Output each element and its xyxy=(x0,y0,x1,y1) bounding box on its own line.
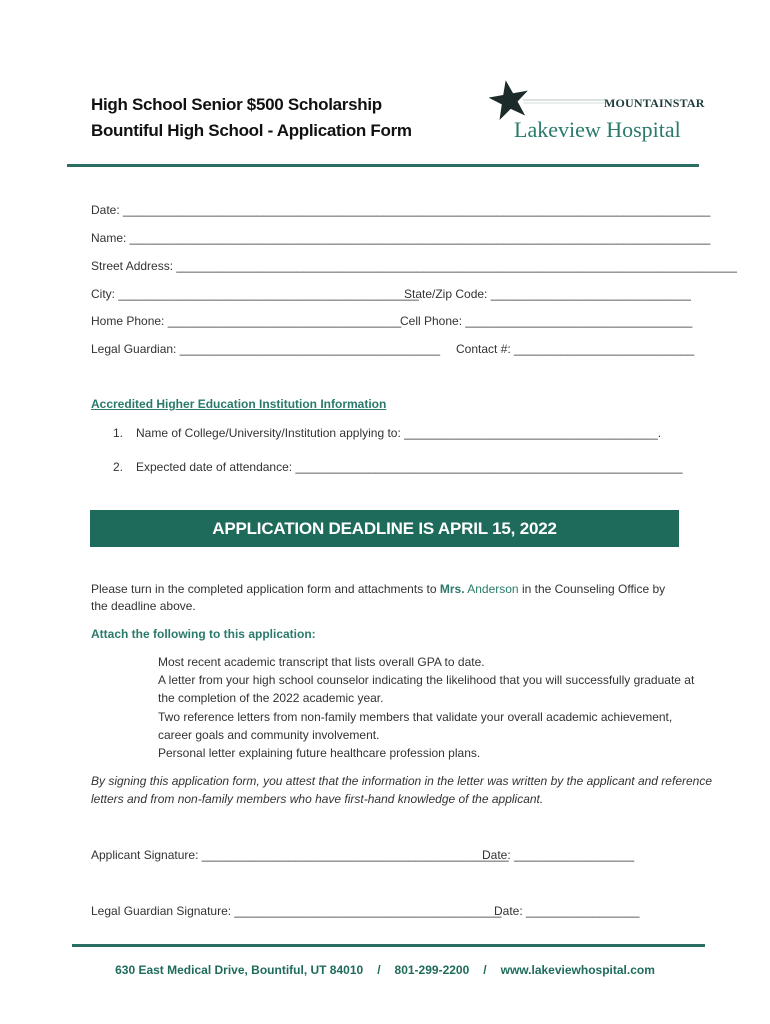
instructions-text: in the Counseling Office by xyxy=(518,582,666,596)
guardian-signature-field[interactable]: Legal Guardian Signature: ________________________________________ xyxy=(91,904,502,918)
instructions-line1 xyxy=(91,582,665,596)
attestation-line2: letters and from non-family members who have first-hand knowledge of the applicant. xyxy=(91,792,544,806)
form-title-line2: Bountiful High School - Application Form xyxy=(91,121,412,140)
street-address-field[interactable]: Street Address: ____________________________________________________________________________________ xyxy=(91,259,737,273)
counselor-name: Anderson xyxy=(464,582,519,596)
footer-address: 630 East Medical Drive, Bountiful, UT 84010 xyxy=(115,963,364,977)
institution-name-field[interactable]: Name of College/University/Institution applying to: ______________________________________. xyxy=(136,426,662,440)
footer xyxy=(0,963,770,977)
city-field[interactable]: City: _____________________________________________ xyxy=(91,287,419,301)
list-number: 2. xyxy=(113,460,124,474)
institution-section-heading: Accredited Higher Education Institution Information xyxy=(91,397,387,411)
date-field[interactable]: Date: ________________________________________________________________________________________ xyxy=(91,203,711,217)
footer-separator: / xyxy=(483,963,487,977)
deadline-banner: APPLICATION DEADLINE IS APRIL 15, 2022 xyxy=(90,510,679,547)
name-field[interactable]: Name: _______________________________________________________________________________________ xyxy=(91,231,711,245)
list-item: career goals and community involvement. xyxy=(158,728,380,742)
footer-website-link[interactable]: www.lakeviewhospital.com xyxy=(500,963,655,977)
logo-mountainstar: MOUNTAINSTAR xyxy=(604,96,705,110)
counselor-title: Mrs. xyxy=(439,582,465,596)
list-item: Personal letter explaining future healthcare profession plans. xyxy=(158,746,481,760)
list-item: A letter from your high school counselor indicating the likelihood that you will successfully graduate at xyxy=(158,673,695,687)
home-phone-field[interactable]: Home Phone: ___________________________________ xyxy=(91,314,402,328)
logo-lakeview-hospital: Lakeview Hospital xyxy=(514,117,681,142)
attendance-date-field[interactable]: Expected date of attendance: __________________________________________________________ xyxy=(136,460,683,474)
legal-guardian-field[interactable]: Legal Guardian: _______________________________________ xyxy=(91,342,441,356)
instructions-text: Please turn in the completed application form and attachments to xyxy=(91,582,440,596)
applicant-date-field[interactable]: Date: __________________ xyxy=(482,848,635,862)
cell-phone-field[interactable]: Cell Phone: __________________________________ xyxy=(400,314,693,328)
list-item: the completion of the 2022 academic year. xyxy=(158,691,384,705)
attestation-line1: By signing this application form, you attest that the information in the letter was written by the applicant and reference xyxy=(91,774,713,788)
footer-separator: / xyxy=(377,963,381,977)
instructions-line2: the deadline above. xyxy=(91,599,196,613)
footer-phone: 801-299-2200 xyxy=(394,963,470,977)
state-zip-field[interactable]: State/Zip Code: ______________________________ xyxy=(404,287,691,301)
contact-number-field[interactable]: Contact #: ___________________________ xyxy=(456,342,695,356)
attachments-heading: Attach the following to this application: xyxy=(91,627,316,641)
form-title-line1: High School Senior $500 Scholarship xyxy=(91,95,382,114)
guardian-date-field[interactable]: Date: _________________ xyxy=(494,904,640,918)
header-divider xyxy=(67,164,699,167)
list-item: Most recent academic transcript that lists overall GPA to date. xyxy=(158,655,485,669)
list-item: Two reference letters from non-family members that validate your overall academic achievement, xyxy=(158,710,673,724)
list-number: 1. xyxy=(113,426,124,440)
footer-divider xyxy=(72,944,705,947)
applicant-signature-field[interactable]: Applicant Signature: ______________________________________________ xyxy=(91,848,509,862)
